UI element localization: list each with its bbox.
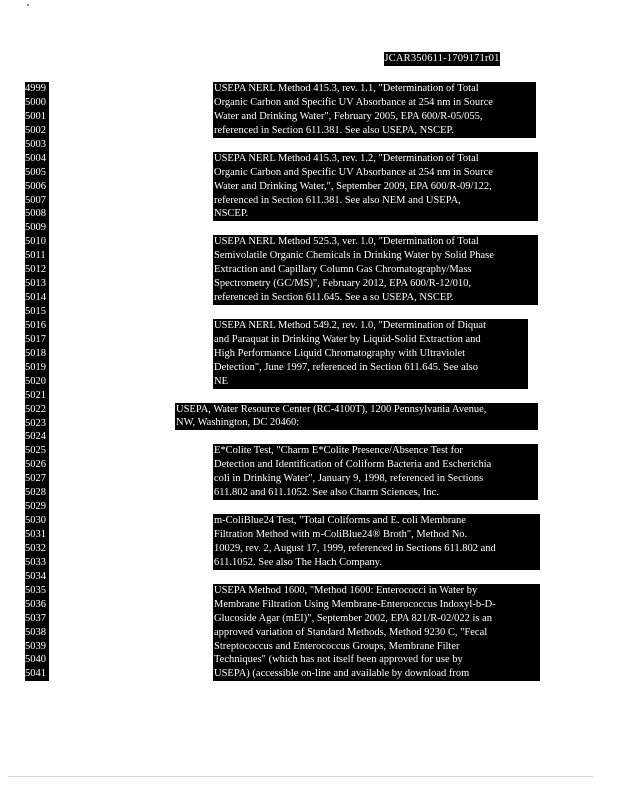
entry-line: Organic Carbon and Specific UV Absorbance at 254 nm in Source bbox=[214, 166, 493, 178]
line-number: 5017 bbox=[25, 333, 46, 345]
entry-line: Techniques" (which has not itself been approved for use by bbox=[214, 654, 463, 666]
entry-line: Filtration Method with m-ColiBlue24® Broth", Method No. bbox=[214, 528, 468, 540]
line-number: 5041 bbox=[25, 668, 46, 680]
line-number: 5010 bbox=[25, 236, 46, 248]
entry-line: Organic Carbon and Specific UV Absorbance at 254 nm in Source bbox=[214, 96, 493, 108]
line-number: 5032 bbox=[25, 542, 46, 554]
entry-line: USEPA NERL Method 549.2, rev. 1.0, "Determination of Diquat bbox=[214, 319, 487, 331]
entry-line: USEPA NERL Method 415.3, rev. 1.2, "Determination of Total bbox=[214, 152, 479, 164]
entry-line: Water and Drinking Water", February 2005, EPA 600/R-05/055, bbox=[214, 110, 483, 122]
entry-line: approved variation of Standard Methods, Method 9230 C, "Fecal bbox=[214, 626, 488, 638]
line-number: 5000 bbox=[25, 96, 46, 108]
entry-line: E*Colite Test, "Charm E*Colite Presence/Absence Test for bbox=[214, 445, 463, 457]
entry-line: NW, Washington, DC 20460: bbox=[176, 417, 300, 429]
scan-speck bbox=[27, 4, 29, 6]
reference-entry-ecolite-test bbox=[213, 444, 538, 500]
entry-line: and Paraquat in Drinking Water by Liquid-Solid Extraction and bbox=[214, 333, 481, 345]
entry-line: referenced in Section 611.645. See a so USEPA, NSCEP. bbox=[214, 292, 454, 304]
line-number: 5033 bbox=[25, 556, 46, 568]
line-number: 5005 bbox=[25, 166, 46, 178]
entry-line: 611.1052. See also The Hach Company. bbox=[214, 556, 382, 568]
line-number: 5037 bbox=[25, 612, 46, 624]
line-number-column bbox=[25, 82, 49, 681]
entry-line: Detection", June 1997, referenced in Section 611.645. See also bbox=[214, 361, 478, 373]
line-number: 5035 bbox=[25, 584, 46, 596]
line-number: 5025 bbox=[25, 445, 46, 457]
entry-line: Glucoside Agar (mEI)", September 2002, EPA 821/R-02/022 is an bbox=[214, 612, 493, 624]
entry-line: Extraction and Capillary Column Gas Chromatography/Mass bbox=[214, 264, 472, 276]
entry-line: Membrane Filtration Using Membrane-Enterococcus Indoxyl-b-D- bbox=[214, 598, 496, 610]
reference-entry-415-3-rev-1-2 bbox=[213, 152, 538, 222]
entry-line: USEPA) (accessible on-line and available by download from bbox=[214, 668, 470, 680]
line-number: 5020 bbox=[25, 375, 46, 387]
entry-line: Detection and Identification of Coliform Bacteria and Escherichia bbox=[214, 459, 492, 471]
reference-entry-549-2 bbox=[213, 319, 528, 389]
entry-line: referenced in Section 611.381. See also NEM and USEPA, bbox=[214, 194, 461, 206]
line-number: 5012 bbox=[25, 264, 46, 276]
reference-entry-method-1600 bbox=[213, 584, 540, 682]
entry-line: 10029, rev. 2, August 17, 1999, referenced in Sections 611.802 and bbox=[214, 542, 496, 554]
line-number: 5013 bbox=[25, 278, 46, 290]
line-number: 5011 bbox=[25, 250, 46, 262]
entry-line: Semivolatile Organic Chemicals in Drinking Water by Solid Phase bbox=[214, 250, 494, 262]
docket-header: JCAR350611-1709171r01 bbox=[384, 53, 500, 64]
line-number: 5028 bbox=[25, 487, 46, 499]
entry-line: USEPA NERL Method 415.3, rev. 1.1, "Determination of Total bbox=[214, 83, 479, 94]
line-number: 5004 bbox=[25, 152, 46, 164]
reference-entry-m-coliblue24 bbox=[213, 514, 540, 570]
line-number: 5019 bbox=[25, 361, 46, 373]
line-number: 5009 bbox=[25, 222, 46, 234]
line-number: 5034 bbox=[25, 570, 46, 582]
line-number: 5031 bbox=[25, 529, 46, 540]
entry-line: USEPA NERL Method 525.3, ver. 1.0, "Determination of Total bbox=[214, 236, 479, 248]
line-number: 5023 bbox=[25, 417, 46, 429]
entry-line: High Performance Liquid Chromatography with Ultraviolet bbox=[214, 347, 466, 359]
line-number: 5040 bbox=[25, 654, 46, 666]
line-number: 5001 bbox=[25, 110, 46, 122]
entry-line: m-ColiBlue24 Test, "Total Coliforms and E. coli Membrane bbox=[214, 515, 466, 526]
line-number: 5036 bbox=[25, 598, 46, 610]
entry-line: NE bbox=[214, 375, 228, 387]
usepa-water-resource-center-heading bbox=[175, 403, 538, 431]
line-number: 5026 bbox=[25, 459, 46, 471]
page-bottom-rule bbox=[8, 776, 593, 777]
line-number: 5038 bbox=[25, 626, 46, 638]
line-number: 5024 bbox=[25, 431, 46, 443]
line-number: 5030 bbox=[25, 515, 46, 527]
line-number: 5016 bbox=[25, 319, 46, 331]
line-number: 5003 bbox=[25, 138, 46, 150]
entry-line: USEPA, Water Resource Center (RC-4100T), 1200 Pennsylvania Avenue, bbox=[176, 403, 487, 415]
line-number: 5007 bbox=[25, 194, 46, 206]
line-number: 5002 bbox=[25, 124, 46, 136]
line-number: 5008 bbox=[25, 208, 46, 220]
reference-entry-415-3-rev-1-1 bbox=[213, 82, 536, 138]
line-number: 5027 bbox=[25, 473, 46, 485]
line-number: 5022 bbox=[25, 403, 46, 415]
entry-line: NSCEP. bbox=[214, 208, 249, 220]
line-number: 5015 bbox=[25, 306, 46, 317]
entry-line: USEPA Method 1600, "Method 1600: Enterococci in Water by bbox=[214, 584, 478, 596]
entry-line: Streptococcus and Enterococcus Groups, Membrane Filter bbox=[214, 640, 460, 652]
line-number: 4999 bbox=[25, 83, 46, 94]
entry-line: Spectrometry (GC/MS)", February 2012, EPA 600/R-12/010, bbox=[214, 278, 472, 290]
entry-line: coli in Drinking Water", January 9, 1998, referenced in Sections bbox=[214, 473, 484, 485]
line-number: 5021 bbox=[25, 389, 46, 401]
line-number: 5039 bbox=[25, 640, 46, 652]
line-number: 5029 bbox=[25, 501, 46, 513]
entry-line: 611.802 and 611.1052. See also Charm Sciences, Inc. bbox=[214, 487, 439, 499]
line-number: 5018 bbox=[25, 347, 46, 359]
line-number: 5014 bbox=[25, 292, 46, 304]
entry-line: referenced in Section 611.381. See also USEPA, NSCEP. bbox=[214, 124, 454, 136]
reference-entry-525-3 bbox=[213, 235, 538, 305]
entry-line: Water and Drinking Water,", September 2009, EPA 600/R-09/122, bbox=[214, 180, 492, 192]
line-number: 5006 bbox=[25, 180, 46, 192]
